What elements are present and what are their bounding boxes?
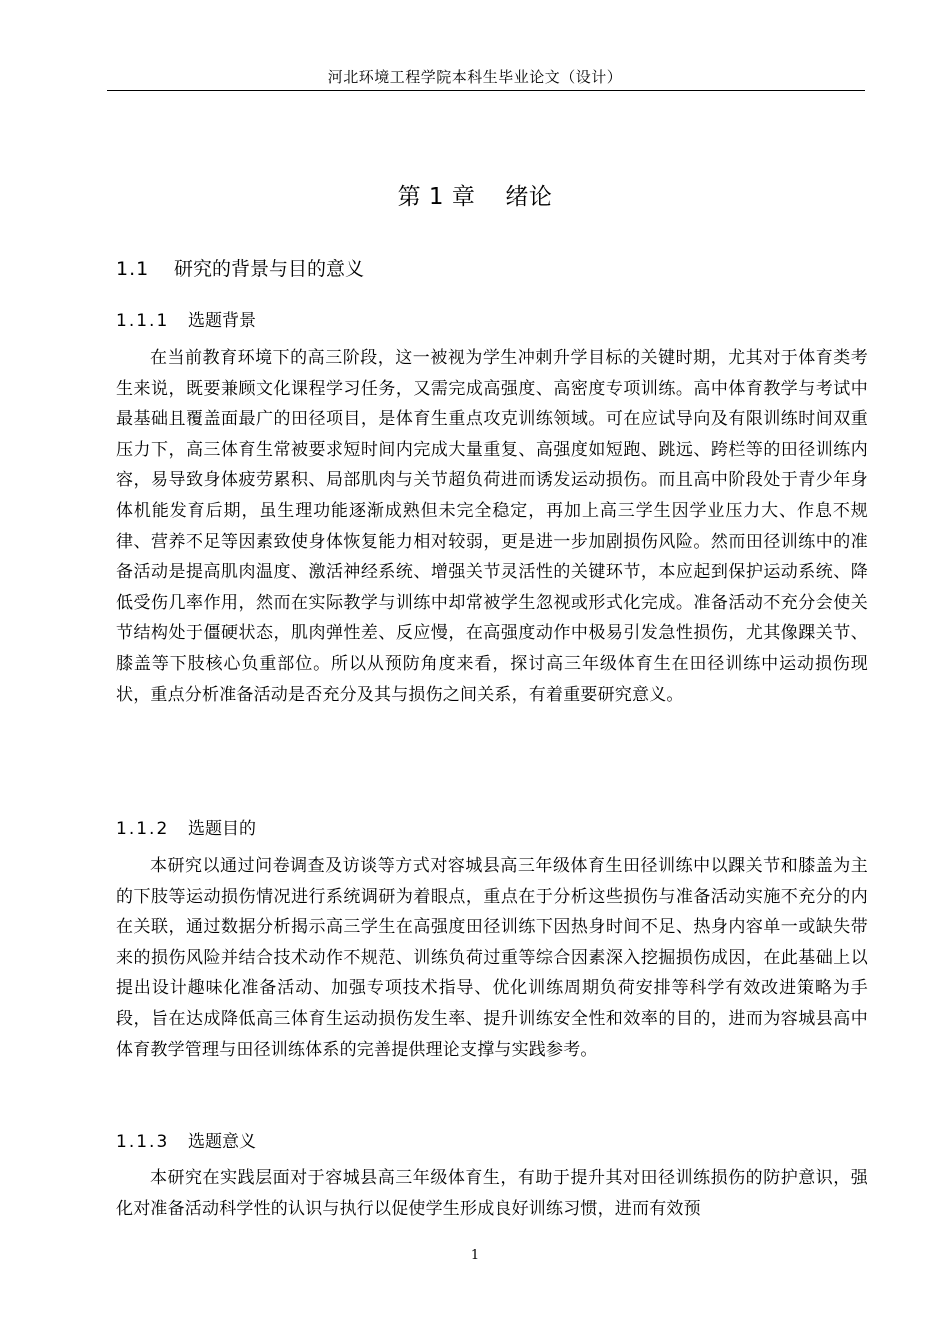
- running-header: 河北环境工程学院本科生毕业论文（设计）: [327, 68, 623, 86]
- section-number: 1.1: [116, 258, 150, 280]
- subsection-heading-1-1-2: [116, 814, 256, 839]
- paragraph-background: 在当前教育环境下的高三阶段，这一被视为学生冲刺升学目标的关键时期，尤其对于体育类考生来说，既要兼顾文化课程学习任务，又需完成高强度、高密度专项训练。高中体育教学与考试中最基础且覆盖面最广的田径项目，是体育生重点攻克训练领域。可在应试导向及有限训练时间双重压力下，高三体育生常被要求短时间内完成大量重复、高强度如短跑、跳远、跨栏等的田径训练内容，易导致身体疲劳累积、局部肌肉与关节超负荷进而诱发运动损伤。而且高中阶段处于青少年身体机能发育后期，虽生理功能逐渐成熟但未完全稳定，再加上高三学生因学业压力大、作息不规律、营养不足等因素致使身体恢复能力相对较弱，更是进一步加剧损伤风险。然而田径训练中的准备活动是提高肌肉温度、激活神经系统、增强关节灵活性的关键环节，本应起到保护运动系统、降低受伤几率作用，然而在实际教学与训练中却常被学生忽视或形式化完成。准备活动不充分会使关节结构处于僵硬状态，肌肉弹性差、反应慢，在高强度动作中极易引发急性损伤，尤其像踝关节、膝盖等下肢核心负重部位。所以从预防角度来看，探讨高三年级体育生在田径训练中运动损伤现状，重点分析准备活动是否充分及其与损伤之间关系，有着重要研究意义。: [116, 348, 868, 705]
- subsection-heading-1-1-1: [116, 306, 256, 331]
- subsection-number: 1.1.1: [116, 311, 170, 331]
- subsection-title: 选题意义: [188, 1132, 256, 1152]
- subsection-number: 1.1.2: [116, 819, 170, 839]
- section-heading-1-1: [116, 254, 364, 281]
- chapter-heading: [0, 178, 950, 211]
- header-divider: [107, 90, 865, 91]
- page-number: 1: [470, 1248, 480, 1263]
- chapter-title: 绪论: [505, 184, 553, 210]
- subsection-title: 选题背景: [188, 311, 256, 331]
- section-title: 研究的背景与目的意义: [174, 258, 365, 280]
- chapter-number: 第 1 章: [397, 184, 476, 210]
- paragraph-significance: 本研究在实践层面对于容城县高三年级体育生，有助于提升其对田径训练损伤的防护意识，强化对准备活动科学性的认识与执行以促使学生形成良好训练习惯，进而有效预: [116, 1168, 868, 1219]
- paragraph-purpose: 本研究以通过问卷调查及访谈等方式对容城县高三年级体育生田径训练中以踝关节和膝盖为主的下肢等运动损伤情况进行系统调研为着眼点，重点在于分析这些损伤与准备活动实施不充分的内在关联，通过数据分析揭示高三学生在高强度田径训练下因热身时间不足、热身内容单一或缺失带来的损伤风险并结合技术动作不规范、训练负荷过重等综合因素深入挖掘损伤成因，在此基础上以提出设计趣味化准备活动、加强专项技术指导、优化训练周期负荷安排等科学有效改进策略为手段，旨在达成降低高三体育生运动损伤发生率、提升训练安全性和效率的目的，进而为容城县高中体育教学管理与田径训练体系的完善提供理论支撑与实践参考。: [116, 856, 868, 1060]
- subsection-heading-1-1-3: [116, 1127, 256, 1152]
- subsection-title: 选题目的: [188, 819, 256, 839]
- subsection-number: 1.1.3: [116, 1132, 170, 1152]
